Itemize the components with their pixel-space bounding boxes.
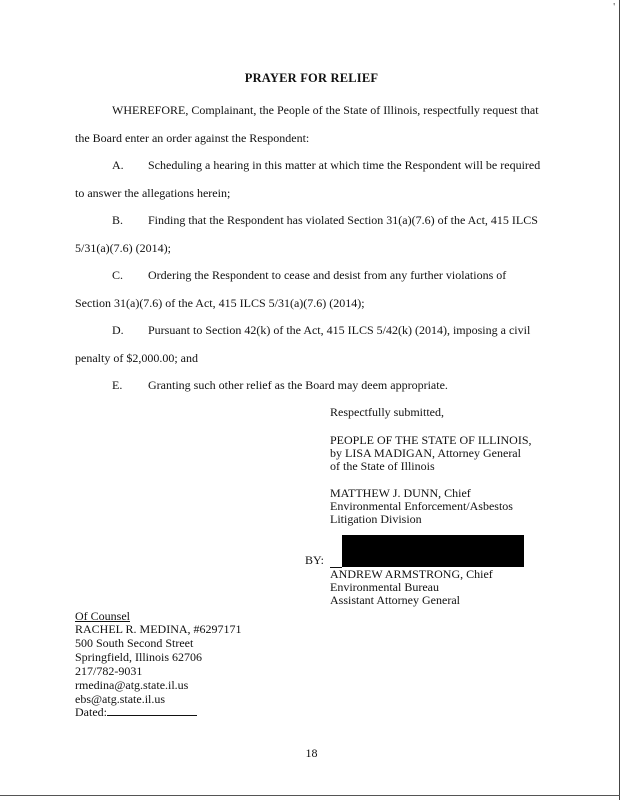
page-number: 18 xyxy=(305,746,318,760)
item-e-letter: E. xyxy=(112,378,123,392)
item-d-letter: D. xyxy=(112,323,124,337)
counsel-phone: 217/782-9031 xyxy=(75,664,143,678)
party-line-2: by LISA MADIGAN, Attorney General xyxy=(330,446,521,460)
signer-line-2: Environmental Bureau xyxy=(330,580,439,594)
counsel-email-2: ebs@atg.state.il.us xyxy=(75,692,166,706)
dunn-line-1: MATTHEW J. DUNN, Chief xyxy=(330,486,471,500)
redacted-signature xyxy=(342,535,524,567)
item-a-line-1: Scheduling a hearing in this matter at which time the Respondent will be required xyxy=(148,158,541,172)
counsel-heading: Of Counsel xyxy=(75,609,130,623)
corner-mark: ' xyxy=(613,2,615,13)
dated-field xyxy=(75,706,197,720)
party-line-3: of the State of Illinois xyxy=(330,459,435,473)
item-d-line-2: penalty of $2,000.00; and xyxy=(75,351,198,365)
item-b-letter: B. xyxy=(112,213,124,227)
page-edge-right xyxy=(619,0,620,800)
item-d-line-1: Pursuant to Section 42(k) of the Act, 415 ILCS 5/42(k) (2014), imposing a civil xyxy=(148,323,531,337)
section-title: PRAYER FOR RELIEF xyxy=(244,71,379,85)
page-edge-bottom xyxy=(0,795,620,796)
counsel-email-1: rmedina@atg.state.il.us xyxy=(75,678,189,692)
item-c-line-2: Section 31(a)(7.6) of the Act, 415 ILCS 5/31(a)(7.6) (2014); xyxy=(75,296,365,310)
closing-text: Respectfully submitted, xyxy=(330,405,444,419)
item-c-line-1: Ordering the Respondent to cease and desist from any further violations of xyxy=(148,268,507,282)
dunn-line-3: Litigation Division xyxy=(330,512,422,526)
dated-label: Dated: xyxy=(75,705,107,719)
dunn-line-2: Environmental Enforcement/Asbestos xyxy=(330,499,513,513)
intro-line-1: WHEREFORE, Complainant, the People of the State of Illinois, respectfully request that xyxy=(112,103,539,117)
item-b-line-2: 5/31(a)(7.6) (2014); xyxy=(75,241,171,255)
item-b-line-1: Finding that the Respondent has violated Section 31(a)(7.6) of the Act, 415 ILCS xyxy=(148,213,538,227)
party-line-1: PEOPLE OF THE STATE OF ILLINOIS, xyxy=(330,433,532,447)
item-c-letter: C. xyxy=(112,268,124,282)
by-label: BY: xyxy=(305,553,324,567)
dated-blank-line xyxy=(107,706,197,716)
counsel-street: 500 South Second Street xyxy=(75,636,194,650)
item-a-letter: A. xyxy=(112,158,124,172)
counsel-name: RACHEL R. MEDINA, #6297171 xyxy=(75,622,242,636)
signer-line-3: Assistant Attorney General xyxy=(330,593,460,607)
intro-line-2: the Board enter an order against the Respondent: xyxy=(75,131,310,145)
counsel-city: Springfield, Illinois 62706 xyxy=(75,650,202,664)
item-a-line-2: to answer the allegations herein; xyxy=(75,186,231,200)
item-e-line-1: Granting such other relief as the Board may deem appropriate. xyxy=(148,378,448,392)
signer-line-1: ANDREW ARMSTRONG, Chief xyxy=(330,567,493,581)
